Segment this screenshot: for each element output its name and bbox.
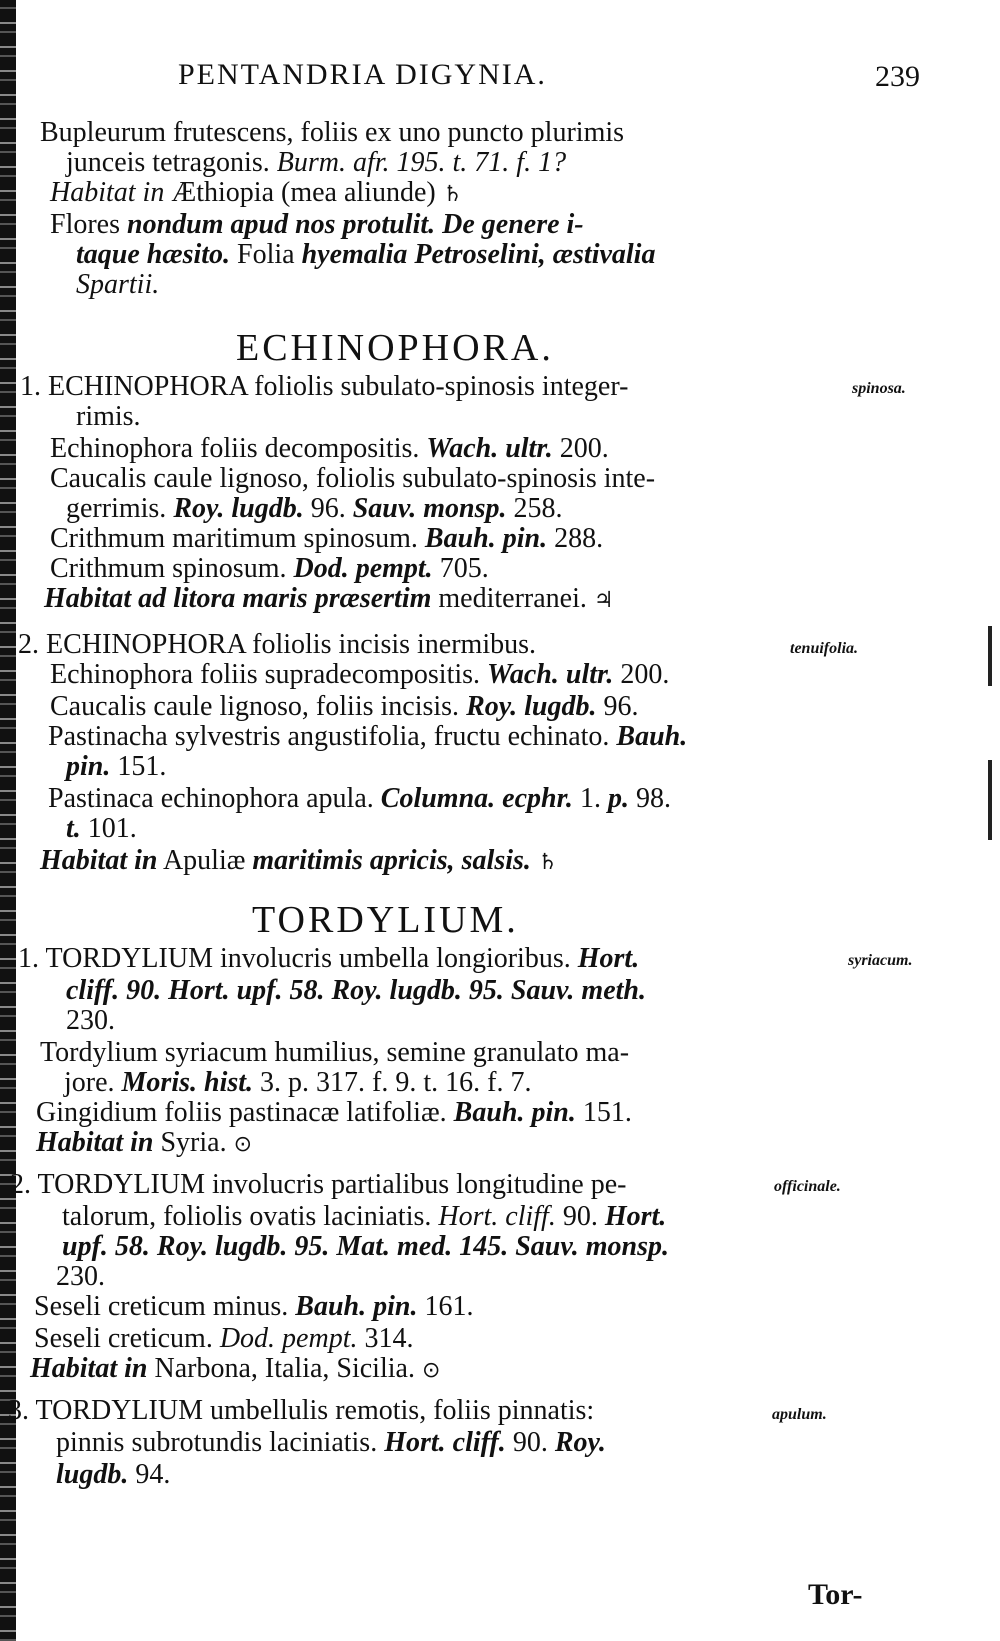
synonym-line: Seseli creticum minus. Bauh. pin. 161.: [34, 1291, 474, 1322]
synonym-line: Caucalis caule lignoso, foliis incisis. Roy. lugdb. 96.: [50, 691, 639, 722]
trivial-name: spinosa.: [852, 380, 906, 397]
text-line: upf. 58. Roy. lugdb. 95. Mat. med. 145. Sauv. monsp.: [62, 1231, 669, 1262]
habitat-line: Habitat in Narbona, Italia, Sicilia. ⊙: [30, 1353, 441, 1384]
habitat-line: Habitat ad litora maris præsertim mediterranei. ♃: [44, 583, 614, 614]
genus-title: TORDYLIUM.: [252, 899, 519, 941]
text-line: Habitat in Æthiopia (mea aliunde) ♄: [50, 177, 463, 208]
synonym-line: Gingidium foliis pastinacæ latifoliæ. Bauh. pin. 151.: [36, 1097, 632, 1128]
synonym-line: Tordylium syriacum humilius, semine granulato ma-: [40, 1037, 630, 1068]
synonym-line: t. 101.: [66, 813, 137, 844]
text-line: 230.: [56, 1261, 105, 1292]
text-line: Spartii.: [76, 269, 160, 300]
synonym-line: gerrimis. Roy. lugdb. 96. Sauv. monsp. 258.: [66, 493, 563, 524]
running-head: PENTANDRIA DIGYNIA.: [178, 58, 547, 91]
synonym-line: Echinophora foliis decompositis. Wach. ultr. 200.: [50, 433, 609, 464]
trivial-name: officinale.: [774, 1178, 841, 1195]
text-line: junceis tetragonis. Burm. afr. 195. t. 71. f. 1?: [66, 147, 567, 178]
text-line: pinnis subrotundis laciniatis. Hort. cliff. 90. Roy.: [56, 1427, 606, 1458]
page-number: 239: [875, 60, 920, 93]
text-line: 3. TORDYLIUM umbellulis remotis, foliis pinnatis:: [8, 1395, 595, 1426]
synonym-line: Seseli creticum. Dod. pempt. 314.: [34, 1323, 414, 1354]
habit-symbol: ♄: [537, 850, 558, 875]
habitat-line: Habitat in Syria. ⊙: [36, 1127, 253, 1158]
text-line: 2. ECHINOPHORA foliolis incisis inermibus.: [18, 629, 537, 660]
margin-mark: [988, 760, 992, 840]
page-header: [150, 58, 930, 98]
text-line: talorum, foliolis ovatis laciniatis. Hort. cliff. 90. Hort.: [62, 1201, 667, 1232]
text-line: 2. TORDYLIUM involucris partialibus longitudine pe-: [10, 1169, 627, 1200]
text-line: 1. TORDYLIUM involucris umbella longioribus. Hort.: [18, 943, 640, 974]
text-line: 1. ECHINOPHORA foliolis subulato-spinosis integer-: [20, 371, 629, 402]
synonym-line: Pastinaca echinophora apula. Columna. ecphr. 1. p. 98.: [48, 783, 671, 814]
synonym-line: Pastinacha sylvestris angustifolia, fructu echinato. Bauh.: [48, 721, 688, 752]
catchword: Tor-: [808, 1578, 863, 1611]
margin-mark: [988, 626, 992, 686]
habit-symbol: ♃: [593, 588, 614, 613]
habit-symbol: ⊙: [421, 1358, 441, 1383]
habit-symbol: ⊙: [233, 1132, 253, 1157]
trivial-name: tenuifolia.: [790, 640, 859, 657]
synonym-line: Crithmum maritimum spinosum. Bauh. pin. 288.: [50, 523, 604, 554]
trivial-name: apulum.: [772, 1406, 827, 1423]
text-line: Bupleurum frutescens, foliis ex uno puncto plurimis: [40, 117, 625, 148]
trivial-name: syriacum.: [848, 952, 913, 969]
genus-title: ECHINOPHORA.: [236, 327, 554, 369]
text-line: cliff. 90. Hort. upf. 58. Roy. lugdb. 95. Sauv. meth.: [66, 975, 646, 1006]
text-line: taque hæsito. Folia hyemalia Petroselini, æstivalia: [76, 239, 656, 270]
synonym-line: pin. 151.: [66, 751, 167, 782]
habit-symbol: ♄: [442, 182, 463, 207]
text-line: Flores nondum apud nos protulit. De genere i-: [50, 209, 584, 240]
text-line: rimis.: [76, 401, 141, 432]
synonym-line: jore. Moris. hist. 3. p. 317. f. 9. t. 16. f. 7.: [64, 1067, 532, 1098]
synonym-line: Caucalis caule lignoso, foliolis subulato-spinosis inte-: [50, 463, 656, 494]
text-line: lugdb. 94.: [56, 1459, 171, 1490]
synonym-line: Crithmum spinosum. Dod. pempt. 705.: [50, 553, 489, 584]
habitat-line: Habitat in Apuliæ maritimis apricis, salsis. ♄: [40, 845, 558, 876]
text-line: 230.: [66, 1005, 115, 1036]
synonym-line: Echinophora foliis supradecompositis. Wach. ultr. 200.: [50, 659, 670, 690]
